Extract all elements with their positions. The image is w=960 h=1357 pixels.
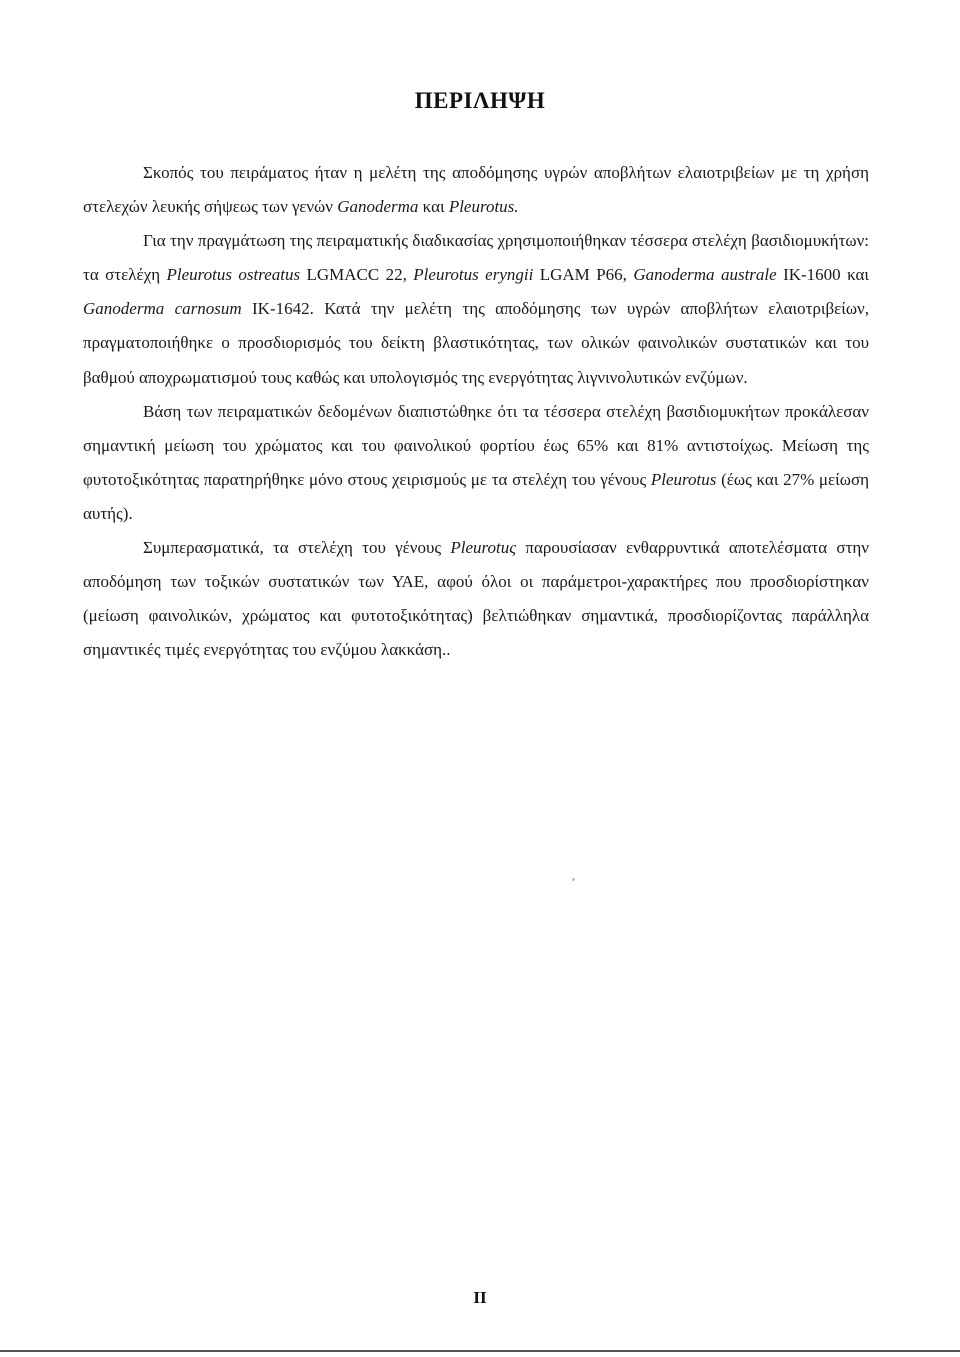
text-run: Συμπερασματικά, τα στελέχη του γένους (143, 538, 451, 558)
bottom-edge-line (0, 1350, 960, 1352)
italic-term: Pleurotus eryngii (413, 265, 534, 285)
abstract-paragraph-4 (83, 531, 869, 667)
page-number: II (473, 1288, 487, 1307)
italic-term: Pleurotus ostreatus (166, 265, 301, 285)
italic-term: Ganoderma (337, 197, 419, 217)
italic-term: Ganoderma carnosum (83, 299, 242, 319)
text-run: IK-1600 και (776, 265, 869, 285)
abstract-paragraph-1 (83, 156, 869, 224)
text-run: Βάση των πειραματικών δεδομένων διαπιστώθηκε ότι τα τέσσερα στελέχη βασιδιομυκήτων προκάλεσαν σημαντική μείωση του χρώματος και του φαινολικού φορτίου έως 65% και 81% αντιστοίχως. Μείωση της φυτοτοξικότητας παρατηρήθηκε μόνο στους χειρισμούς με τα στελέχη του γένους (83, 401, 869, 489)
abstract-paragraph-2 (83, 224, 869, 394)
italic-term: Pleurotuς (450, 538, 517, 558)
abstract-body (83, 156, 869, 667)
text-run: IK-1642. Κατά την μελέτη της αποδόμησης των υγρών αποβλήτων ελαιοτριβείων, πραγματοποιήθηκε ο προσδιορισμός του δείκτη βλαστικότητας, των ολικών φαινολικών συστατικών και του βαθμού αποχρωματισμού τους καθώς και υπολογισμός της ενεργότητας λιγνινολυτικών ενζύμων. (83, 299, 869, 387)
scan-speck (572, 878, 575, 881)
text-run: (έως και 27% μείωση αυτής). (83, 469, 869, 523)
text-run: παρουσίασαν ενθαρρυντικά αποτελέσματα στην αποδόμηση των τοξικών συστατικών των ΥΑΕ, αφού όλοι οι παράμετροι-χαρακτήρες που προσδιορίστηκαν (μείωση φαινολικών, χρώματος και φυτοτοξικότητας) βελτιώθηκαν σημαντικά, προσδιορίζοντας παράλληλα σημαντικές τιμές ενεργότητας του ενζύμου λακκάση.. (83, 538, 869, 660)
text-run: LGAM P66, (533, 265, 634, 285)
text-run: LGMACC 22, (300, 265, 414, 285)
text-run: Σκοπός του πειράματος ήταν η μελέτη της αποδόμησης υγρών αποβλήτων ελαιοτριβείων με τη χρήση στελεχών λευκής σήψεως των γενών (83, 163, 869, 217)
text-run: Για την πραγμάτωση της πειραματικής διαδικασίας χρησιμοποιήθηκαν τέσσερα στελέχη βασιδιομυκήτων: τα στελέχη (83, 231, 869, 285)
abstract-paragraph-3 (83, 395, 869, 531)
italic-term: Pleurotus. (448, 197, 519, 217)
italic-term: Ganoderma australe (633, 265, 777, 285)
text-run: και (418, 197, 449, 217)
page-title: ΠΕΡΙΛΗΨΗ (414, 88, 546, 113)
italic-term: Pleurotus (650, 469, 717, 489)
